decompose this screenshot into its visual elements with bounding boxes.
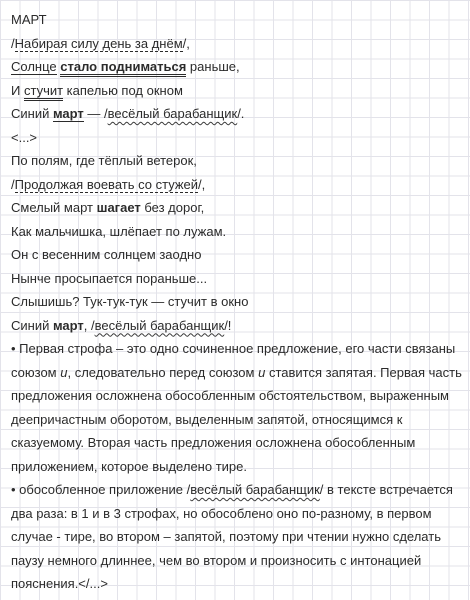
- poem-line-4: Синий март — /весёлый барабанщик/.: [11, 106, 245, 121]
- apposition: весёлый барабанщик: [107, 106, 238, 121]
- explanation-line: пояснения.</...>: [11, 576, 108, 591]
- predicate: стало подниматься: [60, 59, 186, 77]
- conjunction: и: [60, 364, 68, 380]
- poem-line-11: Слышишь? Тук-тук-тук — стучит в окно: [11, 294, 249, 309]
- poem-line-3: И стучит капелью под окном: [11, 79, 460, 103]
- explanation-line: два раза: в 1 и в 3 строфах, но обособлено оно по-разному, в первом: [11, 505, 432, 521]
- subject: март: [52, 106, 84, 121]
- poem-line-9: Он с весенним солнцем заодно: [11, 247, 202, 262]
- explanation-line: • Первая строфа – это одно сочиненное предложение, его части связаны: [11, 341, 456, 356]
- explanation-line: случае - тире, во втором – запятой, поэтому при чтении нужно сделать: [11, 529, 441, 544]
- subject: март: [52, 317, 84, 333]
- poem-line-7: Смелый март шагает без дорог,: [11, 200, 205, 215]
- explanation-line: деепричастным оборотом, выделенным запятой, относящимся к: [11, 411, 403, 427]
- subject: Солнце: [11, 59, 57, 74]
- poem-line-8: Как мальчишка, шлёпает по лужам.: [11, 223, 227, 239]
- conjunction: и: [258, 364, 266, 380]
- predicate: стучит: [24, 83, 63, 101]
- explanation-line: предложения осложнена обособленным обстоятельством, выраженным: [11, 388, 449, 403]
- explanation-line: паузу немного длиннее, чем во втором и произносить с интонацией: [11, 552, 422, 568]
- poem-line-5: По полям, где тёплый ветерок,: [11, 153, 197, 168]
- poem-ellipsis: <...>: [11, 129, 38, 145]
- slash-open: /: [11, 35, 15, 51]
- explanation-line: союзом и, следовательно перед союзом и ставится запятая. Первая часть: [11, 364, 462, 380]
- predicate: шагает: [96, 200, 141, 215]
- explanation-line: • обособленное приложение /весёлый барабанщик/ в тексте встречается: [11, 482, 453, 497]
- apposition: весёлый барабанщик: [190, 482, 320, 497]
- apposition: весёлый барабанщик: [94, 317, 225, 333]
- explanation-line: сказуемому. Вторая часть предложения осложнена обособленным: [11, 435, 416, 450]
- poem-line-2: Солнце стало подниматься раньше,: [11, 55, 460, 79]
- adverbial-phrase: Набирая силу день за днём: [14, 35, 183, 51]
- poem-title: МАРТ: [11, 12, 47, 27]
- poem-line-10: Нынче просыпается пораньше...: [11, 270, 208, 286]
- poem-line-12: Синий март, /весёлый барабанщик/!: [11, 317, 232, 333]
- adverbial-phrase: Продолжая воевать со стужей: [14, 176, 199, 192]
- poem-line-1: [11, 32, 460, 56]
- slash-close: /,: [182, 35, 190, 51]
- explanation-line: приложением, которое выделено тире.: [11, 458, 247, 474]
- poem-line-6: /Продолжая воевать со стужей/,: [11, 176, 206, 192]
